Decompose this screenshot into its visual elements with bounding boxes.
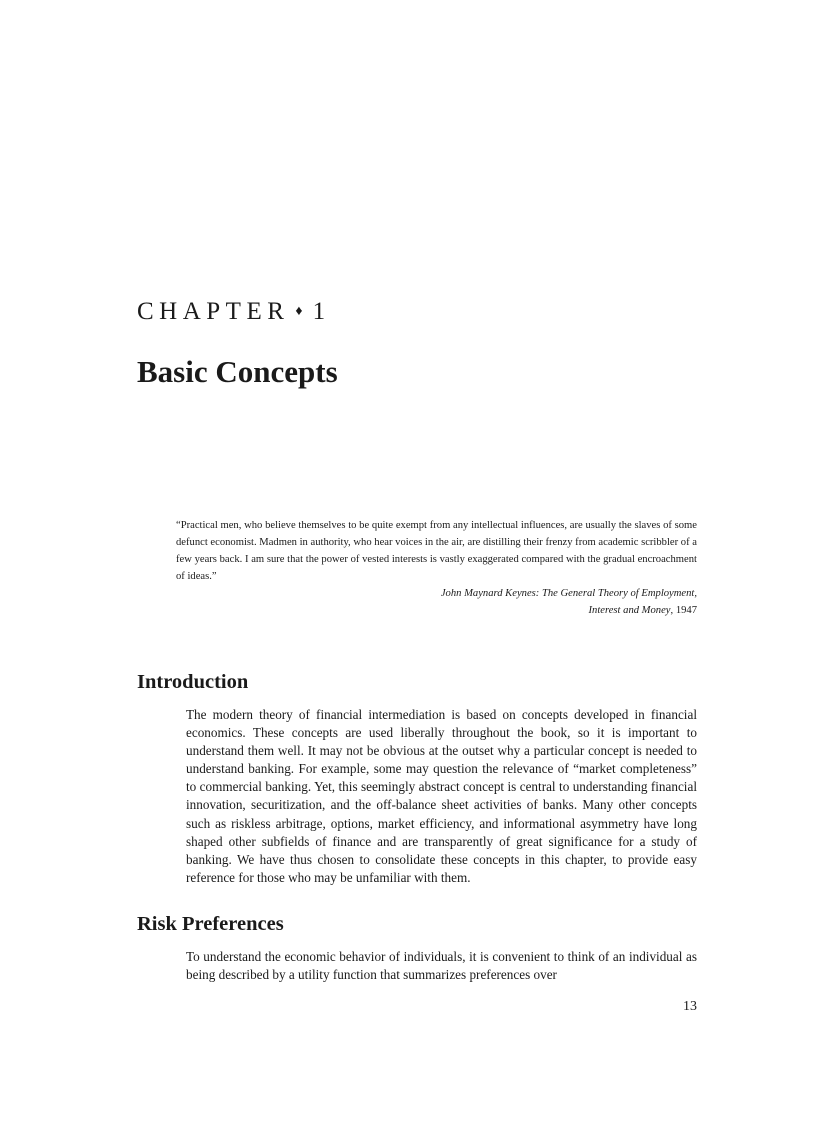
chapter-title: Basic Concepts [137, 354, 338, 389]
section-heading-introduction: Introduction [137, 671, 249, 693]
section-body-introduction: The modern theory of financial intermediation is based on concepts developed in financial economics. These concepts are used liberally throughout the book, so it is important to understand them well. It may not be obvious at the outset why a particular concept is needed to understand banking. For example, some may question the relevance of “market completeness” to commercial banking. Yet, this seemingly abstract concept is central to understanding financial innovation, securitization, and the off-balance sheet activities of banks. Many other concepts such as riskless arbitrage, options, market efficiency, and informational asymmetry have long shaped other subfields of finance and are transparently of great significance for a study of banking. We have thus chosen to consolidate these concepts in this chapter, to provide easy reference for those who may be unfamiliar with them. [186, 707, 697, 885]
chapter-number: 1 [312, 298, 331, 325]
epigraph-attribution-line-2 [176, 602, 697, 619]
epigraph-author-work: John Maynard Keynes: The General Theory of Employment, [440, 588, 697, 599]
page-number: 13 [683, 999, 697, 1014]
epigraph-attribution-line-1 [176, 585, 697, 602]
epigraph-work-title: Interest and Money [588, 605, 671, 616]
chapter-label [137, 296, 331, 328]
chapter-word: CHAPTER [137, 298, 290, 325]
epigraph-quote: “Practical men, who believe themselves to be quite exempt from any intellectual influences, are usually the slaves of some defunct economist. Madmen in authority, who hear voices in the air, are distilling their frenzy from academic scribbler of a few years back. I am sure that the power of vested interests is vastly exaggerated compared with the gradual encroachment of ideas.” [176, 520, 697, 582]
epigraph-year: , 1947 [670, 605, 697, 616]
epigraph [176, 517, 697, 619]
diamond-separator-icon: ♦ [295, 304, 303, 319]
section-body-risk-preferences: To understand the economic behavior of individuals, it is convenient to think of an individual as being described by a utility function that summarizes preferences over [186, 949, 697, 983]
section-heading-risk-preferences: Risk Preferences [137, 913, 284, 935]
